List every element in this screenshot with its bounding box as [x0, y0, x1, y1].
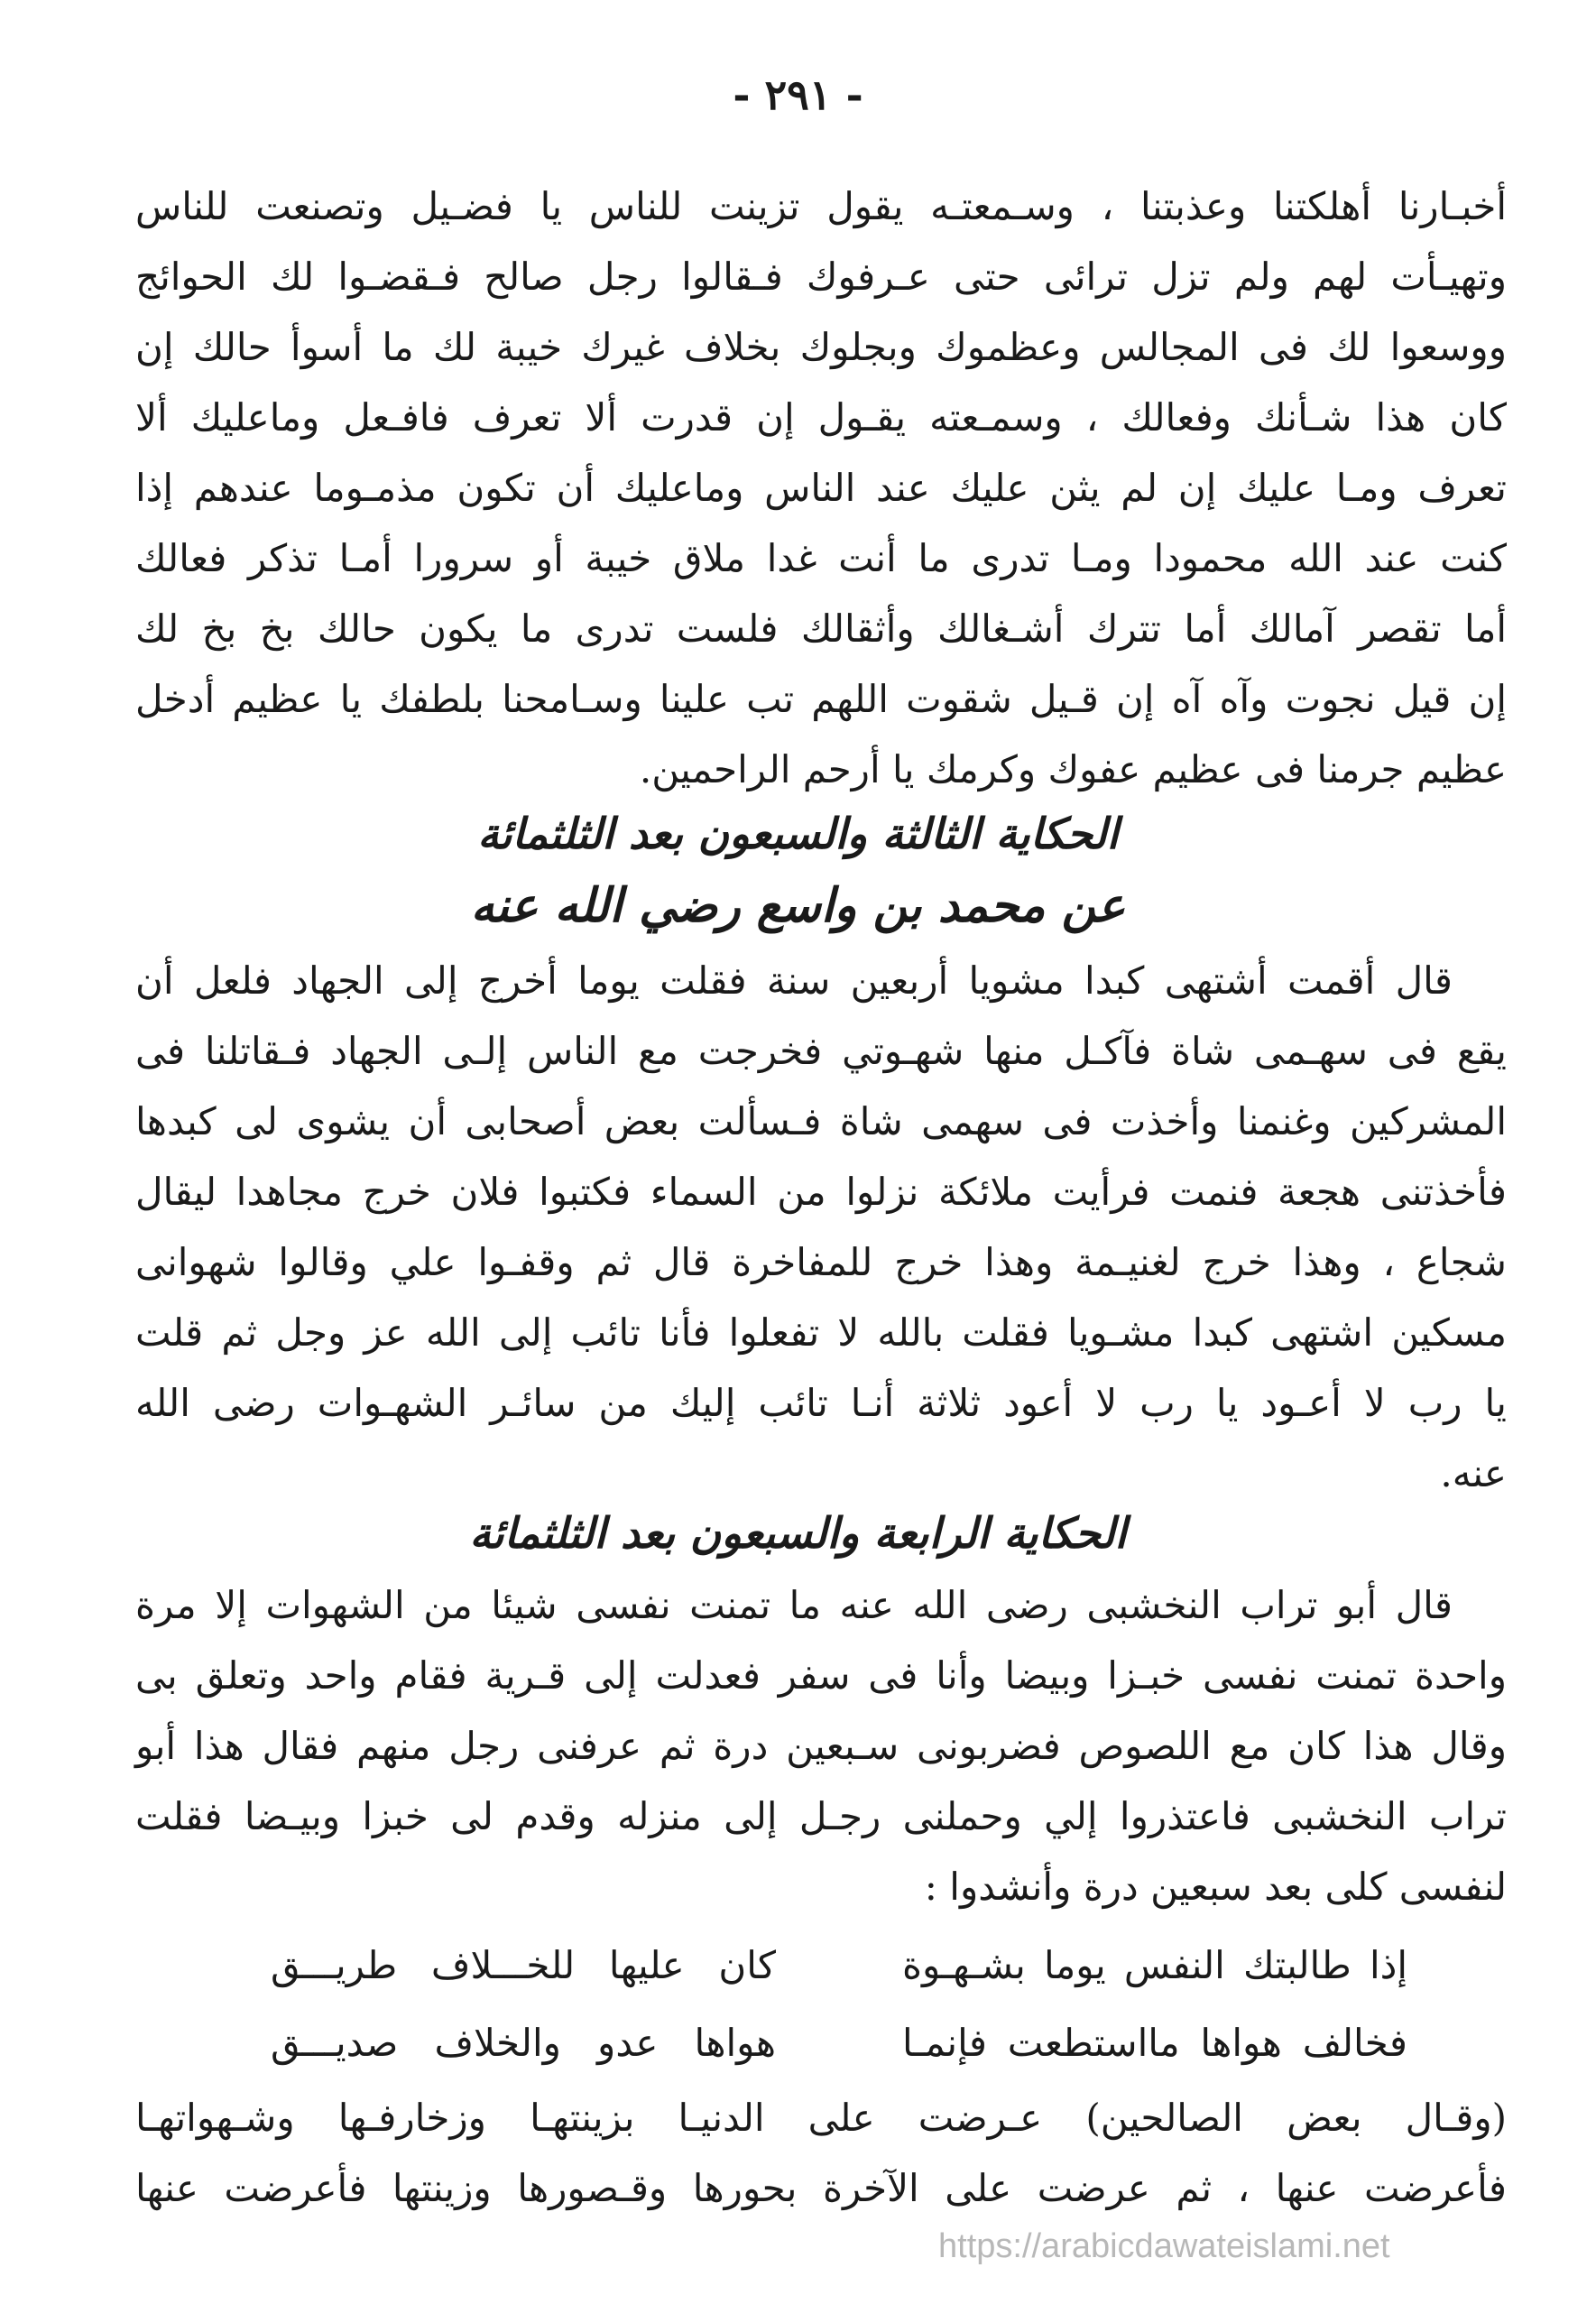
- closing-paragraph: [135, 2083, 1507, 2224]
- paragraph-line: تراب النخشبى فاعتذروا إلي وحملنى رجـل إلى منزله وقدم لى خبزا وبيـضا فقلت: [135, 1794, 1507, 1838]
- paragraph-line: كنت عند الله محمودا ومـا تدرى ما أنت غدا ملاق خيبة أو سرورا أمـا تذكر فعالك: [135, 536, 1507, 580]
- paragraph-line: مسكين اشتهى كبدا مشـويا فقلت بالله لا تفعلوا فأنا تائب إلى الله عز وجل ثم قلت: [135, 1310, 1507, 1355]
- verse: [135, 1927, 1507, 2004]
- paragraph-line: قال أبو تراب النخشبى رضى الله عنه ما تمنت نفسى شيئا من الشهوات إلا مرة: [135, 1583, 1453, 1627]
- watermark-url: https://arabicdawateislami.net: [938, 2227, 1390, 2265]
- paragraph-line: (وقـال بعض الصالحين) عـرضت على الدنيـا بزينتهـا وزخارفـها وشـهواتهـا: [135, 2096, 1507, 2140]
- story-73-heading: الحكاية الثالثة والسبعون بعد الثلثمائة: [477, 810, 1119, 859]
- paragraph-line: إن قيل نجوت وآه آه إن قـيل شقوت اللهم تب علينا وسـامحنا بلطفك يا عظيم أدخل: [135, 677, 1507, 721]
- paragraph-line: فأعرضت عنها ، ثم عرضت على الآخرة بحورها وقـصورها وزينتها فأعرضت عنها: [135, 2166, 1507, 2210]
- story-73-subheading: عن محمد بن واسع رضي الله عنه: [470, 878, 1126, 933]
- paragraph-line: واحدة تمنت نفسى خبـزا وبيضا وأنا فى سفر فعدلت إلى قـرية فقام واحد وتعلق بى: [135, 1653, 1507, 1698]
- paragraph-line: المشركين وغنمنا وأخذت فى سهمى شاة فـسألت بعض أصحابى أن يشوى لى كبدها: [135, 1099, 1507, 1143]
- paragraph-line: تعرف ومـا عليك إن لم يثن عليك عند الناس وماعليك أن تكون مذمـوما عندهم إذا: [135, 466, 1507, 510]
- verse: [135, 2004, 1507, 2082]
- paragraph-line: عنه.: [1440, 1451, 1507, 1495]
- story-74-heading: الحكاية الرابعة والسبعون بعد الثلثمائة: [469, 1509, 1127, 1559]
- verse-second-hemistich: هواها عدو والخلاف صديـــق: [271, 2021, 776, 2065]
- paragraph-line: أخبـارنا أهلكتنا وعذبتنا ، وسـمعتـه يقول تزينت للناس يا فضـيل وتصنعت للناس: [135, 184, 1507, 228]
- verse-first-hemistich: فخالف هواها مااستطعت فإنمـا: [902, 2021, 1407, 2065]
- opening-paragraph: [135, 171, 1507, 805]
- paragraph-line: أما تقصر آمالك أما تترك أشـغالك وأثقالك فلست تدرى ما يكون حالك بخ بخ لك: [135, 606, 1507, 651]
- paragraph-line: لنفسى كلى بعد سبعين درة وأنشدوا :: [924, 1865, 1507, 1909]
- paragraph-line: ووسعوا لك فى المجالس وعظموك وبجلوك بخلاف غيرك خيبة لك ما أسوأ حالك إن: [135, 325, 1507, 369]
- verse-first-hemistich: إذا طالبتك النفس يوما بشـهـوة: [902, 1943, 1407, 1987]
- verse-second-hemistich: كان عليها للخـــلاف طريـــق: [271, 1943, 776, 1987]
- paragraph-line: شجاع ، وهذا خرج لغنيـمة وهذا خرج للمفاخرة قال ثم وقفـوا علي وقالوا شهوانى: [135, 1240, 1507, 1284]
- poem: [135, 1927, 1507, 2082]
- paragraph-line: وقال هذا كان مع اللصوص فضربونى سـبعين درة ثم عرفنى رجل منهم فقال هذا أبو: [135, 1724, 1507, 1768]
- paragraph-line: فأخذتنى هجعة فنمت فرأيت ملائكة نزلوا من السماء فكتبوا فلان خرج مجاهدا ليقال: [135, 1170, 1507, 1214]
- paragraph-line: قال أقمت أشتهى كبدا مشويا أربعين سنة فقلت يوما أخرج إلى الجهاد فلعل أن: [135, 958, 1453, 1003]
- paragraph-line: يا رب لا أعـود يا رب لا أعود ثلاثة أنـا تائب إليك من سائـر الشهـوات رضى الله: [135, 1381, 1507, 1425]
- paragraph-line: كان هذا شـأنك وفعالك ، وسمـعته يقـول إن قدرت ألا تعرف فافـعل وماعليك ألا: [135, 395, 1507, 440]
- story-74-body: [135, 1570, 1507, 1922]
- paragraph-line: يقع فى سهـمى شاة فآكـل منها شهـوتي فخرجت مع الناس إلـى الجهاد فـقاتلنا فى: [135, 1029, 1507, 1073]
- paragraph-line: وتهيـأت لهم ولم تزل ترائى حتى عـرفوك فـقالوا رجل صالح فـقضـوا لك الحوائج: [135, 255, 1507, 299]
- paragraph-line: عظيم جرمنا فى عظيم عفوك وكرمك يا أرحم الراحمين.: [639, 747, 1507, 791]
- page-number: - ٢٩١ -: [733, 70, 863, 119]
- story-73-body: [135, 946, 1507, 1509]
